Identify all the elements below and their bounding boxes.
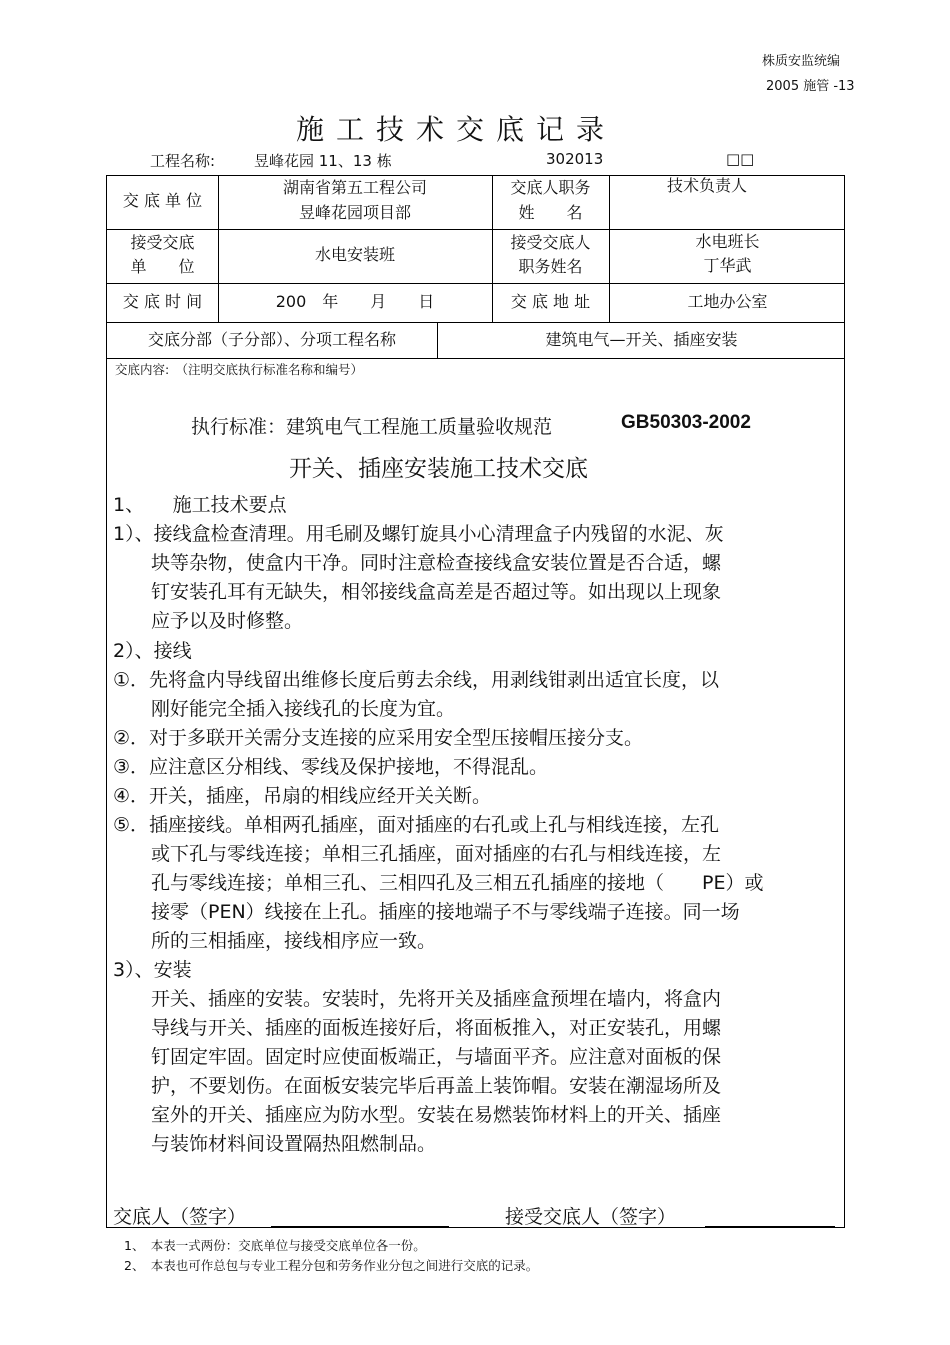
- receiver-label-2: 职务姓名: [518, 257, 583, 276]
- receiving-unit-label-2: 单 位: [130, 257, 195, 276]
- checkbox-boxes: □□: [726, 150, 755, 168]
- body-line: 应予以及时修整。: [113, 610, 304, 632]
- body-line: 2）、接线: [113, 640, 192, 662]
- body-line: 所的三相插座，接线相序应一致。: [113, 930, 437, 952]
- body-line: 孔与零线连接；单相三孔、三相四孔及三相五孔插座的接地（ PE）或: [113, 872, 764, 894]
- receiving-unit-label-1: 接受交底: [130, 233, 195, 252]
- discloser-title-value: 技术负责人: [666, 176, 747, 195]
- disclosing-unit-label: 交 底 单 位: [122, 191, 203, 210]
- body-line: 1、 施工技术要点: [113, 494, 287, 516]
- body-line: 或下孔与零线连接；单相三孔插座，面对插座的右孔与相线连接，左: [113, 843, 722, 865]
- time-value: 200 年 月 日: [275, 292, 435, 311]
- receiver-signature-line[interactable]: [705, 1226, 835, 1227]
- body-line: 刚好能完全插入接线孔的长度为宜。: [113, 698, 456, 720]
- form-code: 2005 施管 -13: [766, 79, 855, 94]
- disclosure-table: [106, 175, 845, 1228]
- discloser-signature-label: 交底人（签字）: [113, 1206, 247, 1228]
- receiver-label-1: 接受交底人: [510, 233, 591, 252]
- body-line: ⑤．插座接线。单相两孔插座，面对插座的右孔或上孔与相线连接，左孔: [113, 814, 720, 836]
- disclosing-unit-value-2: 昱峰花园项目部: [298, 203, 411, 222]
- place-value: 工地办公室: [687, 292, 768, 311]
- body-line: 室外的开关、插座应为防水型。安装在易燃装饰材料上的开关、插座: [113, 1104, 722, 1126]
- discloser-title-label-2: 姓 名: [518, 203, 583, 222]
- body-line: 导线与开关、插座的面板连接好后，将面板推入，对正安装孔，用螺: [113, 1017, 722, 1039]
- discloser-title-label-1: 交底人职务: [510, 178, 591, 197]
- content-label: 交底内容: （注明交底执行标准名称和编号）: [115, 362, 363, 377]
- body-line: 3）、安装: [113, 959, 192, 981]
- body-line: 与装饰材料间设置隔热阻燃制品。: [113, 1133, 437, 1155]
- body-line: 1）、接线盒检查清理。用毛刷及螺钉旋具小心清理盒子内残留的水泥、灰: [113, 523, 724, 545]
- body-line: 护，不要划伤。在面板安装完毕后再盖上装饰帽。安装在潮湿场所及: [113, 1075, 722, 1097]
- subproject-value: 建筑电气—开关、插座安装: [545, 330, 738, 349]
- place-label: 交 底 地 址: [510, 292, 591, 311]
- body-line: 块等杂物，使盒内干净。同时注意检查接线盒安装位置是否合适，螺: [113, 552, 722, 574]
- page-title: 施工技术交底记录: [296, 113, 617, 146]
- body-line: ④．开关，插座，吊扇的相线应经开关关断。: [113, 785, 492, 807]
- receiver-value-2: 丁华武: [703, 256, 752, 275]
- row-divider: [107, 358, 844, 359]
- body-line: 钉固定牢固。固定时应使面板端正，与墙面平齐。应注意对面板的保: [113, 1046, 722, 1068]
- receiving-unit-value: 水电安装班: [314, 245, 395, 264]
- body-line: ①．先将盒内导线留出维修长度后剪去余线，用剥线钳剥出适宜长度，以: [113, 669, 720, 691]
- body-line: 钉安装孔耳有无缺失，相邻接线盒高差是否超过等。如出现以上现象: [113, 581, 722, 603]
- body-line: ②．对于多联开关需分支连接的应采用安全型压接帽压接分支。: [113, 727, 644, 749]
- row-divider: [107, 322, 844, 323]
- standard-code: GB50303-2002: [621, 412, 751, 433]
- project-name-label: 工程名称:: [150, 152, 216, 170]
- time-label: 交 底 时 间: [122, 292, 203, 311]
- project-name-value: 昱峰花园 11、13 栋: [254, 152, 392, 170]
- receiver-signature-label: 接受交底人（签字）: [505, 1206, 677, 1228]
- compiler-label: 株质安监统编: [762, 54, 841, 69]
- body-line: 开关、插座的安装。安装时，先将开关及插座盒预埋在墙内，将盒内: [113, 988, 722, 1010]
- footnote: 2、 本表也可作总包与专业工程分包和劳务作业分包之间进行交底的记录。: [124, 1258, 539, 1273]
- receiver-value-1: 水电班长: [695, 232, 760, 251]
- body-line: 接零（PEN）线接在上孔。插座的接地端子不与零线端子连接。同一场: [113, 901, 740, 923]
- project-number: 302013: [546, 150, 604, 168]
- subproject-label: 交底分部（子分部）、分项工程名称: [147, 330, 396, 349]
- footnote: 1、 本表一式两份：交底单位与接受交底单位各一份。: [124, 1238, 426, 1253]
- discloser-signature-line[interactable]: [271, 1226, 449, 1227]
- content-heading: 开关、插座安装施工技术交底: [289, 456, 588, 482]
- disclosing-unit-value-1: 湖南省第五工程公司: [282, 178, 427, 197]
- standard-name: 执行标准：建筑电气工程施工质量验收规范: [191, 416, 553, 438]
- body-line: ③．应注意区分相线、零线及保护接地，不得混乱。: [113, 756, 549, 778]
